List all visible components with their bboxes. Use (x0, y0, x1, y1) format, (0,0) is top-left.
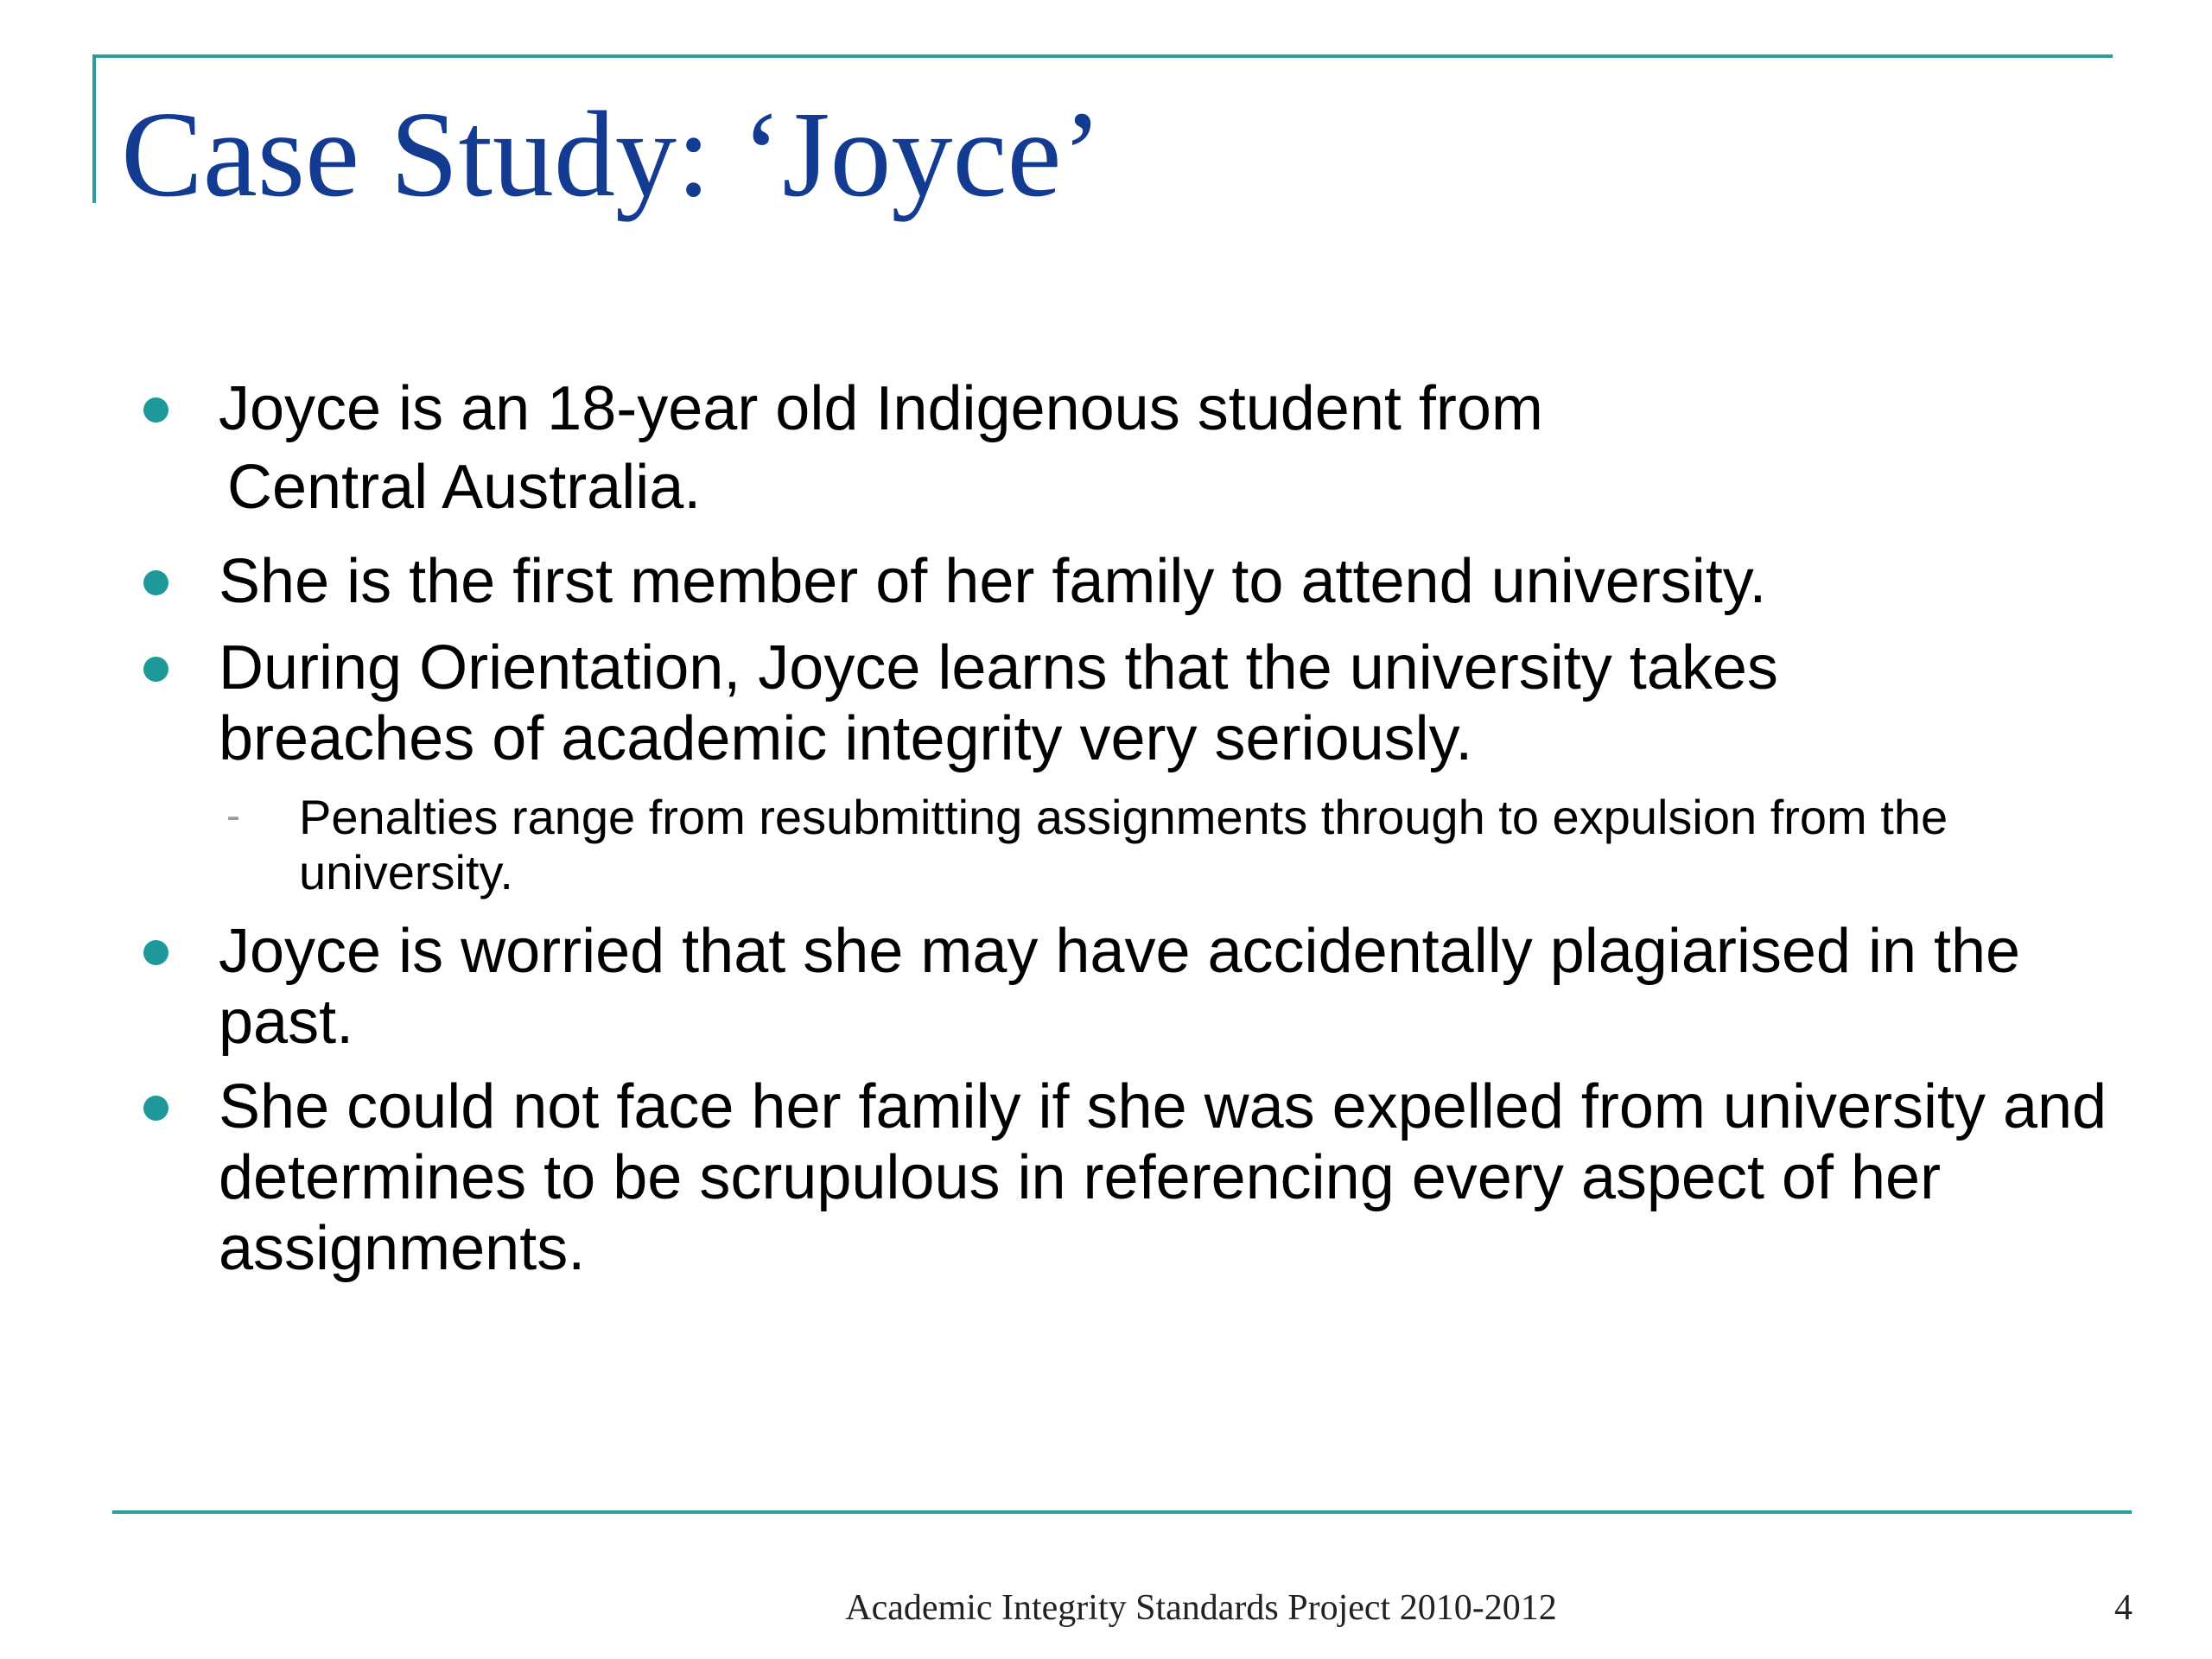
bullet-text-continuation: Central Australia. (227, 453, 702, 522)
sub-bullet-dash-icon: - (226, 793, 240, 839)
sub-bullet-text: Penalties range from resubmitting assignments through to expulsion from the university. (299, 790, 1948, 899)
slide-title: Case Study: ‘Joyce’ (121, 86, 1103, 222)
page-number: 4 (2114, 1588, 2133, 1628)
bullet-dot-icon (143, 397, 168, 423)
title-frame-top-rule (92, 54, 2113, 58)
title-frame-left-rule (92, 54, 96, 203)
bullet-text-line: Joyce is an 18-year old Indigenous student from (219, 374, 1543, 443)
bullet-text (219, 373, 2120, 531)
bullet-dot-icon (143, 940, 168, 965)
bullet-text: During Orientation, Joyce learns that the university takes breaches of academic integrity very seriously. (219, 633, 1778, 773)
bullet-text: She is the first member of her family to attend university. (219, 547, 1767, 616)
bullet-text: Joyce is worried that she may have accidentally plagiarised in the past. (219, 917, 2021, 1057)
footer-text: Academic Integrity Standards Project 2010-2012 (845, 1588, 1557, 1628)
footer-rule (112, 1510, 2132, 1514)
bullet-text: She could not face her family if she was expelled from university and determines to be scrupulous in referencing every aspect of her assignments. (219, 1072, 2107, 1283)
bullet-dot-icon (143, 1096, 168, 1121)
bullet-dot-icon (143, 570, 168, 595)
bullet-dot-icon (143, 657, 168, 682)
